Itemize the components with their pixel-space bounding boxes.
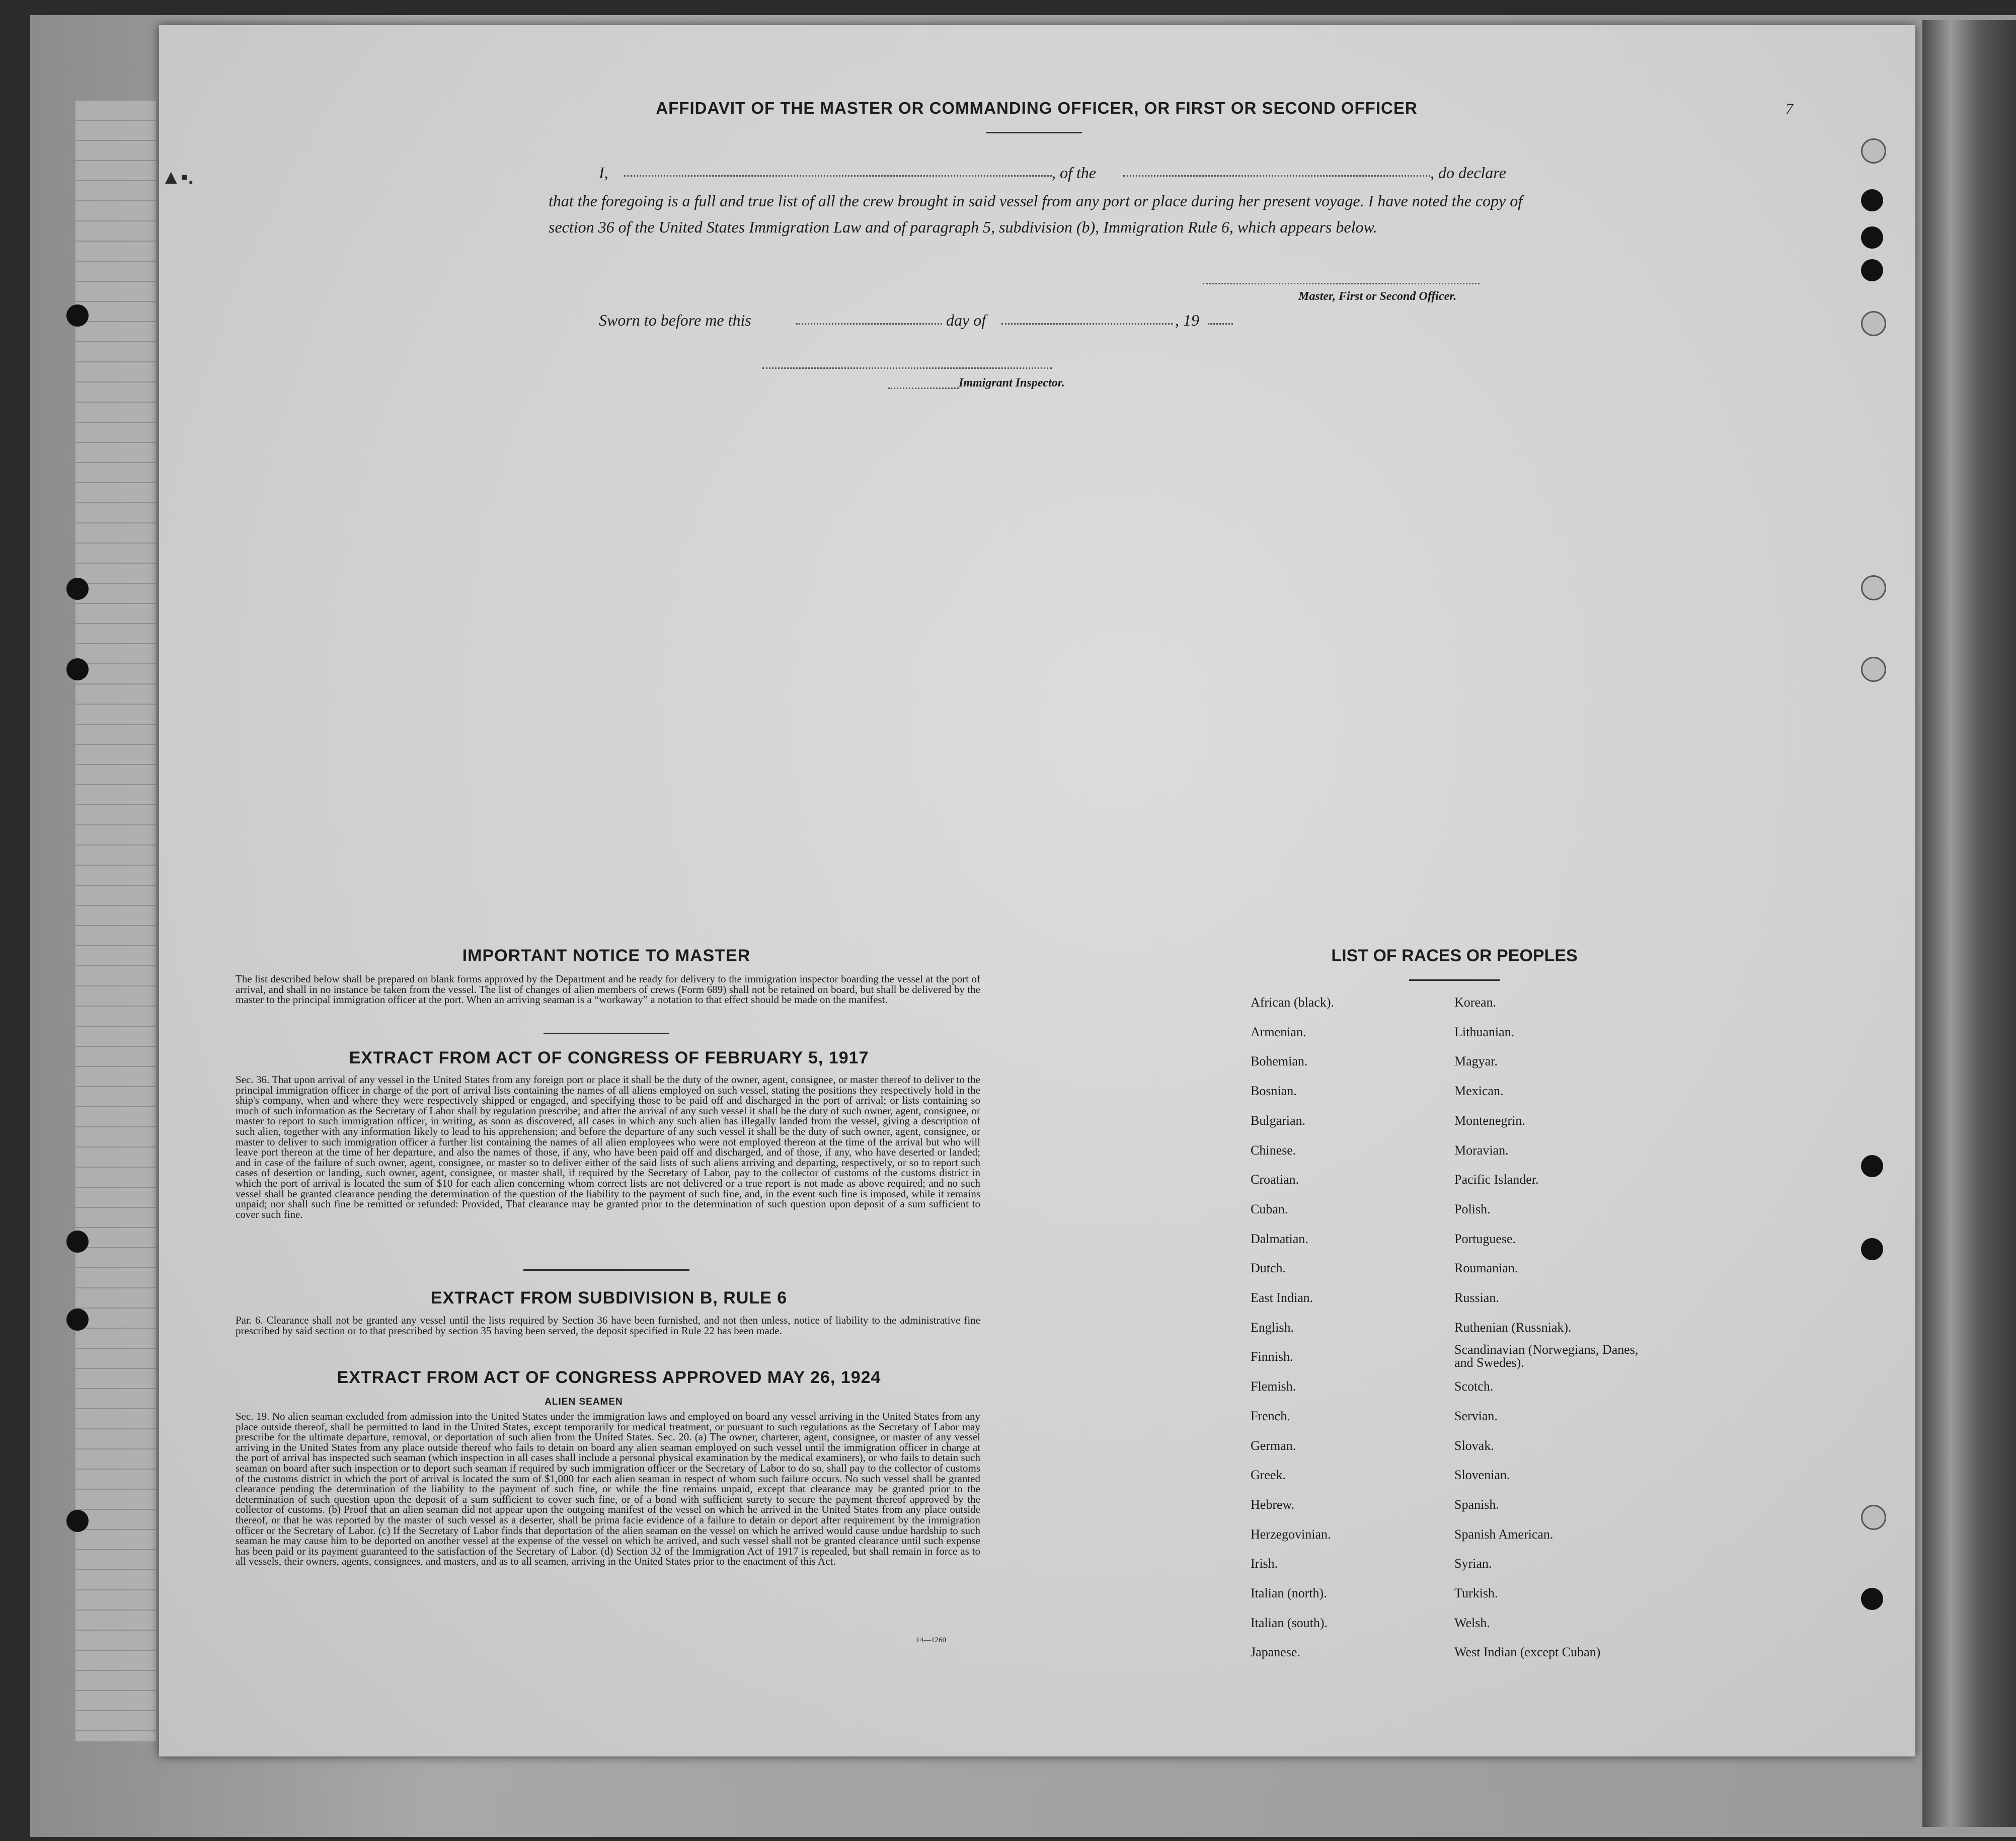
inspector-label: Immigrant Inspector.: [959, 376, 1065, 390]
title-rule: [986, 132, 1082, 133]
race-item: Servian.: [1454, 1408, 1498, 1423]
inspector-signature-blank-2[interactable]: [888, 388, 959, 389]
race-item: Chinese.: [1251, 1142, 1296, 1158]
sworn-day-blank[interactable]: [796, 323, 942, 325]
extract-1924-title: EXTRACT FROM ACT OF CONGRESS APPROVED MAY 26, 1924: [337, 1368, 881, 1387]
race-item: Spanish American.: [1454, 1526, 1554, 1542]
race-item: Bulgarian.: [1251, 1113, 1306, 1128]
race-item: Herzegovinian.: [1251, 1526, 1331, 1542]
race-item: Welsh.: [1454, 1615, 1490, 1630]
extract-1917-text: Sec. 36. That upon arrival of any vessel in the United States from any foreign port or place it shall be the duty of the owner, agent, consignee, or master thereof to deliver to the principal immigration officer in charge of the port of arrival lists containing the names of all aliens employed on such vessel, stating the positions they respectively hold in the ship's company, when and where they were respectively shipped or engaged, and specifying those to be paid off and discharged in the port of arrival; or lists containing so much of such information as the Secretary of Labor shall by regulation prescribe; and after the arrival of any such vessel it shall be the duty of such owner, agent, consignee, or master to report to such immigration officer, in writing, as soon as discovered, all cases in which any such alien has illegally landed from the vessel, giving a description of such alien, together with any information likely to lead to his apprehension; and before the departure of any such vessel it shall be the duty of such owner, agent, consignee, or master to deliver to such immigration officer a further list containing the names of all alien employees who were not employed thereon at the time of the arrival but who will leave port thereon at the time of her departure, and also the names of those, if any, who have been paid off and discharged, and of those, if any, who have deserted or landed; and in case of the failure of such owner, agent, consignee, or master so to deliver either of the said lists of such aliens arriving and departing, respectively, or so to report such cases of desertion or landing, such owner, agent, consignee, or master shall, if required by the Secretary of Labor, pay to the collector of customs of the customs district in which the port of arrival is located the sum of $10 for each alien concerning whom correct lists are not delivered or a true report is not made as above required; and no such vessel shall be granted clearance pending the determination of the question of the liability to the payment of such fine, and, in the event such fine is imposed, while it remains unpaid; nor shall such fine be remitted or refunded: Provided, That clearance may be granted prior to the determination of such question upon deposit of a sum sufficient to cover such fine.: [236, 1073, 980, 1220]
day-of-label: day of: [946, 311, 986, 329]
punch-hole: [1861, 311, 1886, 336]
punch-hole: [1861, 1238, 1883, 1260]
ink-stamp-mark: ▲▪.: [161, 166, 194, 188]
race-item: Turkish.: [1454, 1586, 1498, 1600]
section-rule: [523, 1269, 689, 1271]
punch-hole: [1861, 1505, 1886, 1530]
extract-rule6-title: EXTRACT FROM SUBDIVISION B, RULE 6: [430, 1288, 788, 1308]
race-item: French.: [1251, 1408, 1290, 1423]
extract-1924-text: Sec. 19. No alien seaman excluded from admission into the United States under the immigration laws and employed on board any vessel arriving in the United States from any place outside thereof, shall be permitted to land in the United States, except temporarily for medical treatment, or pursuant to such regulations as the Secretary of Labor may prescribe for the ultimate departure, removal, or deportation of such alien from the United States. Sec. 20. (a) The owner, charterer, agent, consignee, or master of any vessel arriving in the United States from any place outside thereof who fails to detain on board any alien seaman employed on such vessel until the immigration officer in charge at the port of arrival has inspected such seaman (which inspection in all cases shall include a personal physical examination by the medical examiners), or who fails to detain such seaman on board after such inspection or to deport such seaman if required by such immigration officer or the Secretary of Labor to do so, shall pay to the collector of customs of the customs district in which the port of arrival is located the sum of $1,000 for each alien seaman in respect of whom such failure occurs. No such vessel shall be granted clearance pending the determination of the liability to the payment of such fine, or while the fine remains unpaid, except that clearance may be granted prior to the determination of such question upon the deposit of a sum sufficient to cover such fine, or of a bond with sufficient surety to secure the payment thereof approved by the collector of customs. (b) Proof that an alien seaman did not appear upon the outgoing manifest of the vessel on which he arrived in the United States from any place outside thereof, or that he was reported by the master of such vessel as a deserter, shall be prima facie evidence of a failure to detain or deport after requirement by the immigration officer or the Secretary of Labor. (c) If the Secretary of Labor finds that deportation of the alien seaman on the vessel on which he arrived would cause undue hardship to such seaman he may cause him to be deported on another vessel at the expense of the vessel on which he arrived, and such vessel shall not be granted clearance until such expense has been paid or its payment guaranteed to the satisfaction of the Secretary of Labor. (d) Section 32 of the Immigration Act of 1917 is repealed, but shall remain in force as to all vessels, their owners, agents, consignees, and masters, and as to all seamen, arriving in the United States prior to the enactment of this Act.: [236, 1410, 980, 1568]
notice-title: IMPORTANT NOTICE TO MASTER: [462, 946, 751, 965]
page-mark: 7: [1786, 101, 1793, 117]
race-item: Mexican.: [1454, 1084, 1504, 1099]
inspector-signature-blank[interactable]: [762, 367, 1052, 369]
race-item: English.: [1251, 1320, 1294, 1335]
race-item: Moravian.: [1454, 1142, 1509, 1158]
extract-rule6-text: Par. 6. Clearance shall not be granted any vessel until the lists required by Section 36 have been furnished, and not then unless, notice of liability to the administrative fine prescribed by said section or to that prescribed by section 35 having been served, the deposit specified in Rule 22 has been made.: [236, 1314, 980, 1337]
affidavit-i-label: I,: [599, 164, 608, 182]
race-item: Lithuanian.: [1454, 1024, 1515, 1039]
alien-seamen-subtitle: ALIEN SEAMEN: [545, 1397, 623, 1407]
sworn-year-blank[interactable]: [1208, 323, 1233, 325]
races-title: LIST OF RACES OR PEOPLES: [1331, 946, 1578, 965]
binder-hole: [66, 658, 89, 680]
race-item: Bosnian.: [1251, 1084, 1297, 1099]
race-item: Dalmatian.: [1251, 1231, 1308, 1246]
affidavit-title: AFFIDAVIT OF THE MASTER OR COMMANDING OFFICER, OR FIRST OR SECOND OFFICER: [656, 99, 1418, 117]
race-item: Italian (north).: [1251, 1586, 1327, 1600]
affidavit-body: that the foregoing is a full and true list of all the crew brought in said vessel from any port or place during her present voyage. I have noted the copy of section 36 of the United States Immigration Law and of paragraph 5, subdivision (b), Immigration Rule 6, which appears below.: [549, 192, 1523, 236]
race-item: Spanish.: [1454, 1497, 1499, 1512]
race-item: Greek.: [1251, 1468, 1286, 1483]
race-item: African (black).: [1251, 995, 1335, 1010]
punch-hole: [1861, 138, 1886, 164]
binder-hole: [66, 578, 89, 600]
race-item: Syrian.: [1454, 1556, 1492, 1571]
punch-hole: [1861, 189, 1883, 211]
punch-hole: [1861, 1155, 1883, 1177]
race-item: Japanese.: [1251, 1645, 1300, 1660]
race-item: Portuguese.: [1454, 1231, 1516, 1246]
race-item: Hebrew.: [1251, 1497, 1295, 1512]
race-item: Finnish.: [1251, 1349, 1293, 1364]
race-item: Irish.: [1251, 1556, 1278, 1571]
binder-hole: [66, 1231, 89, 1253]
binder-hole: [66, 1510, 89, 1532]
affidavit-of-the-label: , of the: [1052, 164, 1096, 182]
section-rule: [544, 1033, 669, 1034]
race-item: Korean.: [1454, 995, 1497, 1010]
race-item: Pacific Islander.: [1454, 1172, 1539, 1187]
race-item: Montenegrin.: [1454, 1113, 1525, 1128]
race-item: Cuban.: [1251, 1201, 1288, 1216]
race-item: Bohemian.: [1251, 1054, 1308, 1069]
race-item: Slovenian.: [1454, 1468, 1510, 1483]
race-item: Polish.: [1454, 1201, 1491, 1216]
binding-strip: [1922, 20, 2016, 1827]
race-item: East Indian.: [1251, 1290, 1313, 1305]
races-rule: [1409, 979, 1500, 981]
form-number: 14—1260: [916, 1636, 946, 1644]
race-item: Dutch.: [1251, 1261, 1286, 1276]
race-item: Armenian.: [1251, 1024, 1306, 1039]
race-item: Slovak.: [1454, 1438, 1494, 1453]
race-item: Scotch.: [1454, 1379, 1494, 1394]
race-item: Magyar.: [1454, 1054, 1498, 1069]
sworn-month-blank[interactable]: [1001, 323, 1173, 325]
punch-hole: [1861, 259, 1883, 281]
affidavit-declare-label: , do declare: [1430, 164, 1506, 182]
extract-1917-title: EXTRACT FROM ACT OF CONGRESS OF FEBRUARY 5, 1917: [349, 1048, 869, 1067]
name-blank[interactable]: [624, 175, 1052, 177]
race-item: German.: [1251, 1438, 1296, 1453]
race-item: Russian.: [1454, 1290, 1499, 1305]
race-item: Roumanian.: [1454, 1261, 1518, 1276]
sworn-label: Sworn to before me this: [599, 311, 751, 329]
punch-hole: [1861, 575, 1886, 600]
ruled-sheet-edge: [75, 101, 156, 1741]
vessel-blank[interactable]: [1123, 175, 1430, 177]
race-item: West Indian (except Cuban): [1454, 1645, 1601, 1660]
punch-hole: [1861, 657, 1886, 682]
master-signature-blank[interactable]: [1203, 283, 1480, 284]
race-item: Italian (south).: [1251, 1615, 1328, 1630]
year-label: , 19: [1175, 311, 1199, 329]
binder-hole: [66, 304, 89, 327]
punch-hole: [1861, 226, 1883, 249]
master-signature-label: Master, First or Second Officer.: [1298, 290, 1457, 303]
race-item: Ruthenian (Russniak).: [1454, 1320, 1572, 1335]
notice-text: The list described below shall be prepared on blank forms approved by the Department and be ready for delivery to the immigration inspector boarding the vessel at the port of arrival, and shall in no instance be taken from the vessel. The list of changes of alien members of crews (Form 689) shall not be retained on board, but shall be delivered by the master to the principal immigration officer at the port. When an arriving seaman is a “workaway” a notation to that effect should be made on the manifest.: [236, 973, 980, 1006]
punch-hole: [1861, 1588, 1883, 1610]
race-item: Croatian.: [1251, 1172, 1299, 1187]
race-item: Scandinavian (Norwegians, Danes, and Swedes).: [1454, 1342, 1639, 1370]
binder-hole: [66, 1309, 89, 1331]
race-item: Flemish.: [1251, 1379, 1296, 1394]
